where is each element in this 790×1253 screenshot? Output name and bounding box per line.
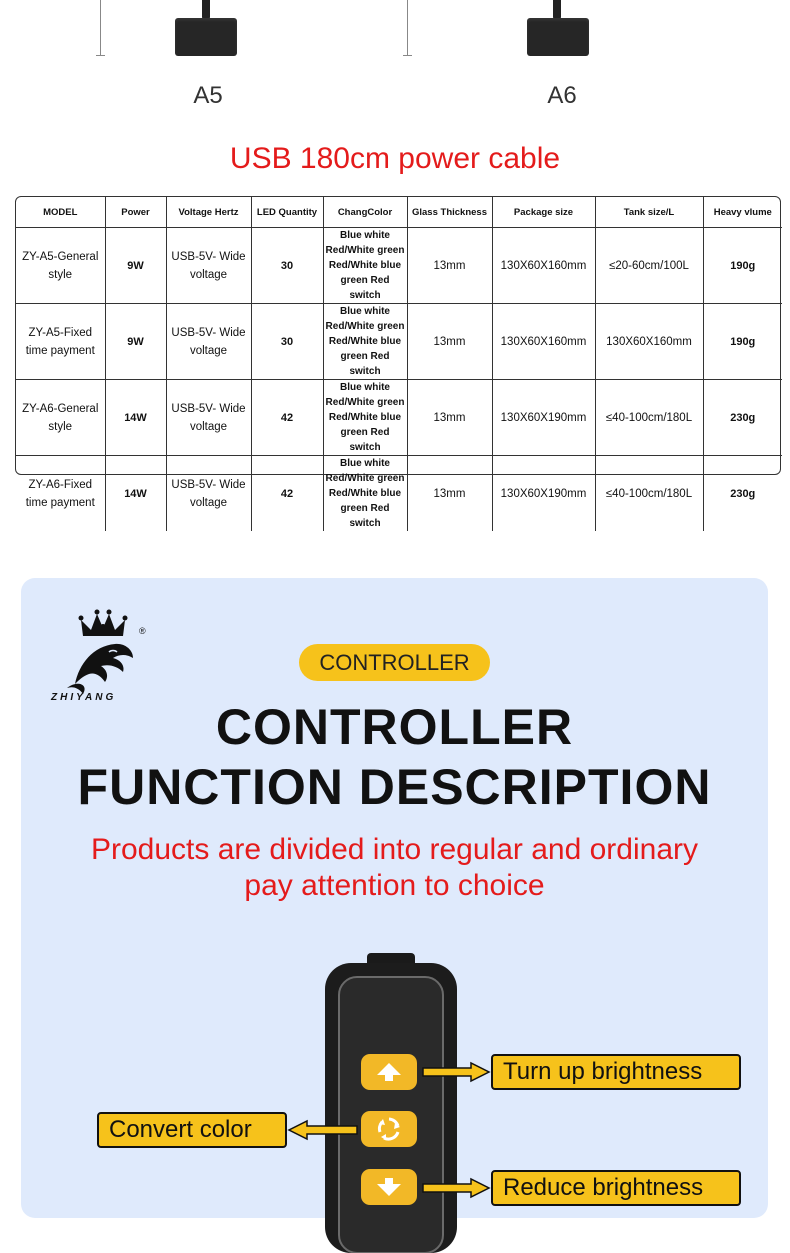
title-line-2: FUNCTION DESCRIPTION [77,759,712,815]
section-title: USB 180cm power cable [229,142,561,175]
header-voltage: Voltage Hertz [166,197,251,228]
brightness-up-button[interactable] [361,1054,417,1090]
callout-convert-color: Convert color [97,1112,287,1148]
table-row [16,456,782,532]
cell-glass-thickness: 13mm [407,456,492,532]
title-line-1: CONTROLLER [215,699,574,755]
cell-weight: 230g [703,456,782,532]
subtitle-line-1: Products are divided into regular and ordinary [90,833,699,866]
header-led-quantity: LED Quantity [251,197,323,228]
light-head [527,18,589,56]
cable-line [100,0,101,56]
brand-logo-icon [53,606,153,706]
arrow-right-icon [421,1178,491,1198]
arrow-down-icon [375,1176,403,1198]
arrow-up-icon [375,1061,403,1083]
controller-device [317,953,465,1253]
brand-name: ZHIYANG [51,692,117,703]
table-header-row [16,197,782,228]
header-change-color: ChangColor [323,197,407,228]
cell-change-color: Blue white Red/White green Red/White blue green Red switch [323,304,407,380]
cell-model: ZY-A6-General style [16,380,105,456]
cell-voltage: USB-5V- Wide voltage [166,456,251,532]
cell-glass-thickness: 13mm [407,304,492,380]
convert-color-button[interactable] [361,1111,417,1147]
cell-model: ZY-A5-General style [16,228,105,304]
cell-power: 14W [105,380,166,456]
header-glass-thickness: Glass Thickness [407,197,492,228]
table-row [16,380,782,456]
cell-power: 9W [105,304,166,380]
cell-voltage: USB-5V- Wide voltage [166,380,251,456]
cell-package-size: 130X60X190mm [492,456,595,532]
cell-voltage: USB-5V- Wide voltage [166,304,251,380]
cell-change-color: Blue white Red/White green Red/White blue green Red switch [323,380,407,456]
cell-change-color: Blue white Red/White green Red/White blue green Red switch [323,228,407,304]
cell-glass-thickness: 13mm [407,228,492,304]
cell-led-quantity: 30 [251,228,323,304]
arrow-left-icon [287,1120,359,1140]
cycle-icon [376,1116,402,1142]
header-package-size: Package size [492,197,595,228]
cell-weight: 190g [703,228,782,304]
cell-change-color: Blue white Red/White green Red/White blue green Red switch [323,456,407,532]
arrow-right-icon [421,1062,491,1082]
header-model: MODEL [16,197,105,228]
cell-tank-size: ≤40-100cm/180L [595,456,703,532]
spec-table [15,196,781,529]
cell-tank-size: ≤20-60cm/100L [595,228,703,304]
cell-weight: 230g [703,380,782,456]
cell-model: ZY-A6-Fixed time payment [16,456,105,532]
table-row [16,228,782,304]
cell-tank-size: 130X60X160mm [595,304,703,380]
cell-power: 14W [105,456,166,532]
cable-stem [202,0,210,20]
light-head [175,18,237,56]
cell-power: 9W [105,228,166,304]
cable-line [407,0,408,56]
product-a5 [96,0,246,70]
header-weight: Heavy vlume [703,197,782,228]
cell-tank-size: ≤40-100cm/180L [595,380,703,456]
controller-panel [21,578,768,1218]
brand-registered-mark: ® [139,626,146,636]
cell-package-size: 130X60X160mm [492,228,595,304]
callout-turn-up-brightness: Turn up brightness [491,1054,741,1090]
cell-led-quantity: 42 [251,456,323,532]
cell-led-quantity: 42 [251,380,323,456]
controller-pill: CONTROLLER [299,644,490,681]
cell-weight: 190g [703,304,782,380]
brightness-down-button[interactable] [361,1169,417,1205]
cell-voltage: USB-5V- Wide voltage [166,228,251,304]
subtitle-line-2: pay attention to choice [244,869,545,902]
header-tank-size: Tank size/L [595,197,703,228]
product-label-a5: A5 [193,82,223,109]
product-a6 [402,0,602,70]
cell-led-quantity: 30 [251,304,323,380]
callout-reduce-brightness: Reduce brightness [491,1170,741,1206]
cell-package-size: 130X60X190mm [492,380,595,456]
header-power: Power [105,197,166,228]
cell-glass-thickness: 13mm [407,380,492,456]
cable-stem [553,0,561,20]
product-label-a6: A6 [547,82,577,109]
table-row [16,304,782,380]
cell-model: ZY-A5-Fixed time payment [16,304,105,380]
cell-package-size: 130X60X160mm [492,304,595,380]
